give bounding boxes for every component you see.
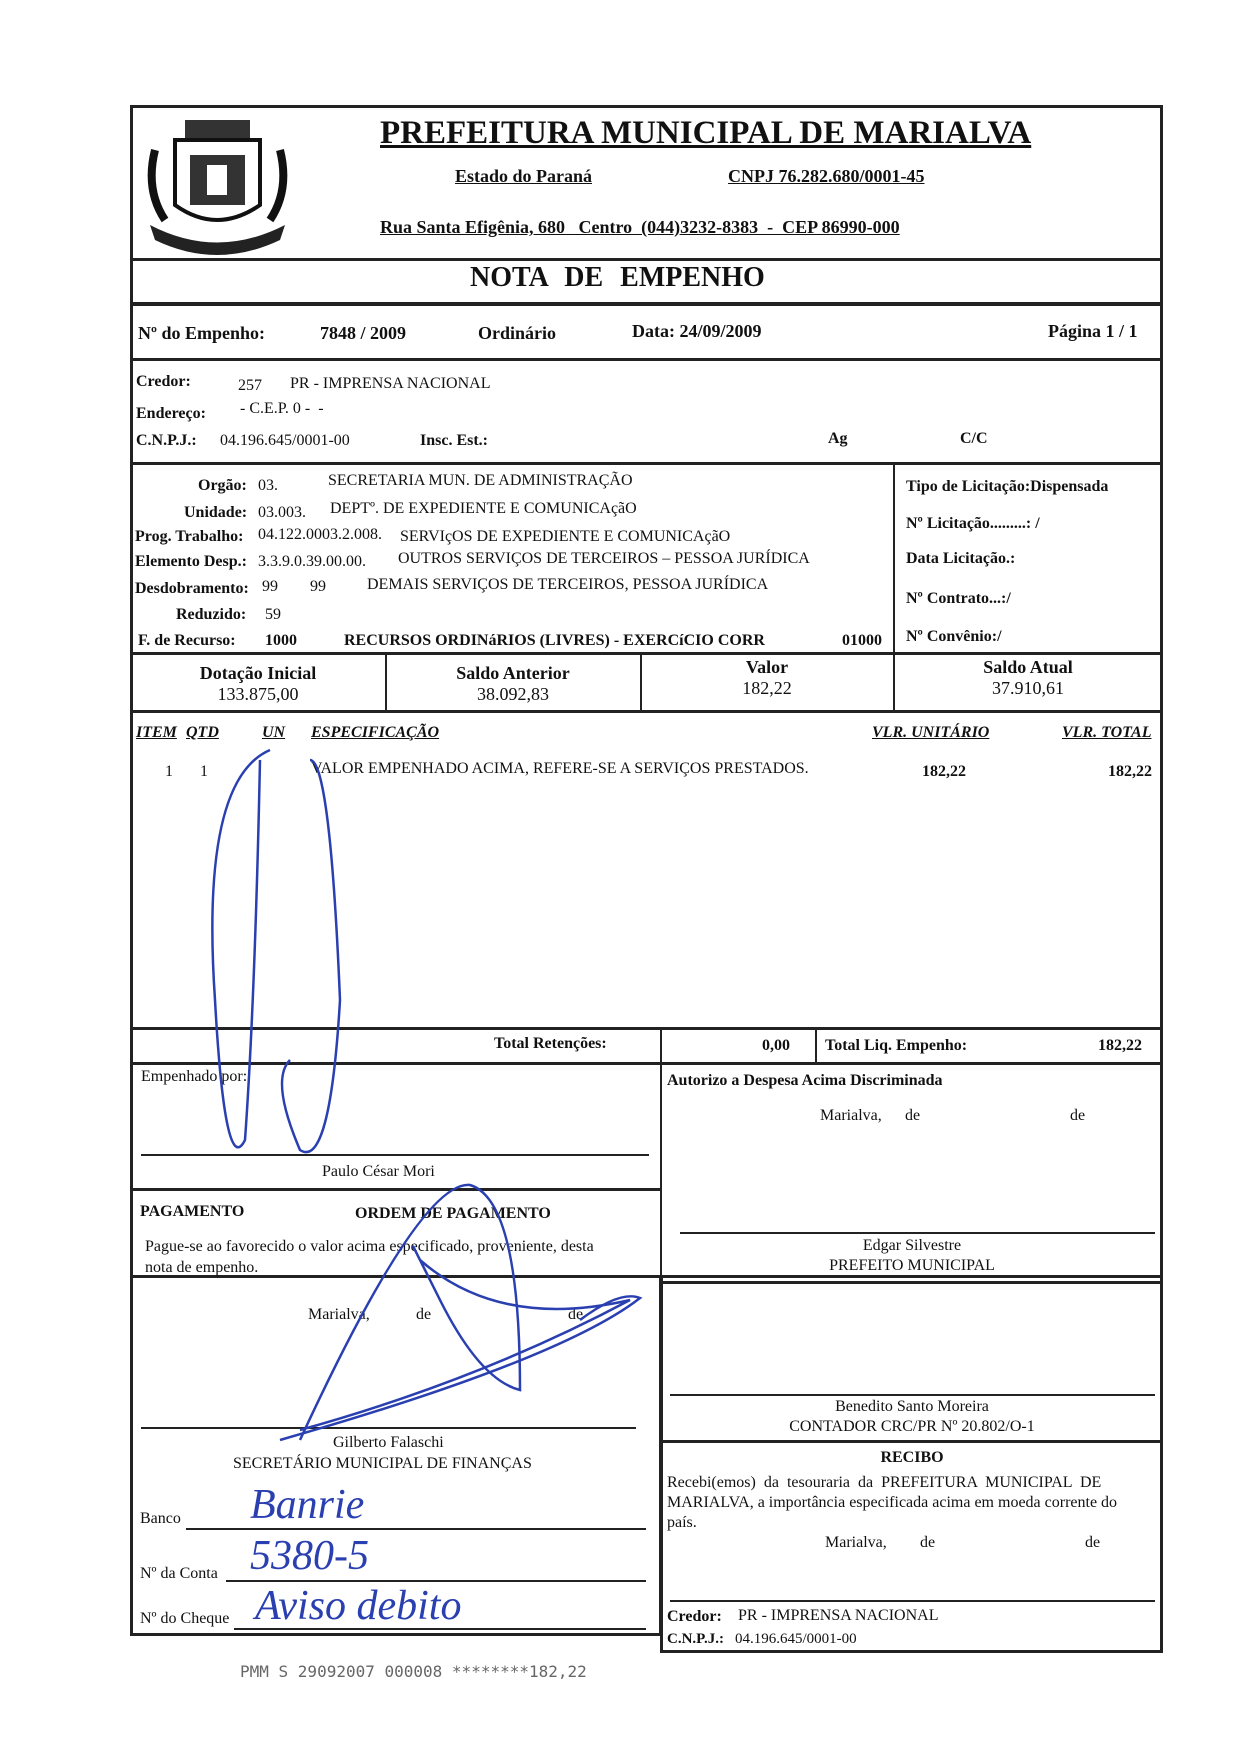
desd-code2: 99 bbox=[310, 578, 326, 595]
elem-label: Elemento Desp.: bbox=[135, 553, 247, 570]
recibo-text: Recebi(emos) da tesouraria da PREFEITURA MUNICIPAL DE bbox=[667, 1474, 1102, 1491]
credor-label: Credor: bbox=[136, 373, 191, 390]
saldo-atual bbox=[896, 657, 1160, 699]
ag-label: Ag bbox=[828, 430, 848, 447]
banco-handwritten: Banrie bbox=[250, 1482, 365, 1528]
desd-name: DEMAIS SERVIÇOS DE TERCEIROS, PESSOA JURÍDICA bbox=[367, 576, 769, 593]
total-liquido-label: Total Liq. Empenho: bbox=[825, 1037, 968, 1054]
empenho-number: 7848 / 2009 bbox=[320, 323, 407, 343]
tipo-licitacao: Tipo de Licitação:Dispensada bbox=[906, 478, 1109, 495]
fonte-recurso-name: RECURSOS ORDINáRIOS (LIVRES) - EXERCíCIO CORR bbox=[344, 632, 765, 649]
saldo-label: Saldo Atual bbox=[983, 657, 1073, 677]
empenho-type: Ordinário bbox=[478, 323, 557, 343]
place-label: Marialva, bbox=[820, 1107, 882, 1124]
address-value: - C.E.P. 0 - - bbox=[240, 400, 324, 417]
municipal-coat-of-arms-logo bbox=[145, 110, 290, 255]
elem-code: 3.3.9.0.39.00.00. bbox=[258, 553, 366, 570]
recibo-text: país. bbox=[667, 1514, 697, 1531]
saldo-anterior bbox=[388, 663, 638, 705]
total-liquido-value: 182,22 bbox=[1098, 1037, 1142, 1054]
orgao-name: SECRETARIA MUN. DE ADMINISTRAÇÃO bbox=[328, 472, 633, 489]
empenhador-name: Paulo César Mori bbox=[322, 1163, 435, 1180]
conta-label: Nº da Conta bbox=[140, 1565, 218, 1582]
page-number: Página 1 / 1 bbox=[1048, 321, 1138, 341]
data-licitacao: Data Licitação.: bbox=[906, 550, 1016, 567]
contador-cargo: CONTADOR CRC/PR Nº 20.802/O-1 bbox=[789, 1418, 1035, 1435]
item-especificacao: VALOR EMPENHADO ACIMA, REFERE-SE A SERVIÇOS PRESTADOS. bbox=[311, 760, 809, 777]
org-cnpj: CNPJ 76.282.680/0001-45 bbox=[728, 166, 925, 186]
place-label: Marialva, bbox=[825, 1534, 887, 1551]
saldo-valor bbox=[643, 657, 891, 699]
secretario-cargo: SECRETÁRIO MUNICIPAL DE FINANÇAS bbox=[233, 1455, 532, 1472]
saldo-value: 38.092,83 bbox=[477, 684, 549, 704]
saldo-label: Dotação Inicial bbox=[199, 663, 317, 683]
reduzido-label: Reduzido: bbox=[176, 606, 247, 623]
empenho-date: Data: 24/09/2009 bbox=[632, 321, 762, 341]
date-de-2: de bbox=[1085, 1534, 1101, 1551]
pague-text-2: nota de empenho. bbox=[145, 1259, 259, 1276]
fonte-recurso-number: 01000 bbox=[842, 632, 882, 649]
col-un: UN bbox=[262, 724, 286, 741]
date-de-2: de bbox=[1070, 1107, 1086, 1124]
place-label: Marialva, bbox=[308, 1306, 370, 1323]
unidade-label: Unidade: bbox=[184, 504, 248, 521]
desd-code1: 99 bbox=[262, 578, 278, 595]
saldo-dotacao bbox=[133, 663, 383, 705]
numero-convenio: Nº Convênio:/ bbox=[906, 628, 1002, 645]
prog-name: SERVIçOS DE EXPEDIENTE E COMUNICAçãO bbox=[400, 528, 731, 545]
ordem-pagamento-label: ORDEM DE PAGAMENTO bbox=[355, 1205, 551, 1222]
saldo-value: 37.910,61 bbox=[992, 678, 1064, 698]
item-number: 1 bbox=[165, 763, 173, 780]
empenho-label: Nº do Empenho: bbox=[138, 323, 265, 343]
item-qtd: 1 bbox=[200, 763, 208, 780]
date-de-1: de bbox=[416, 1306, 432, 1323]
col-vlr-unitario: VLR. UNITÁRIO bbox=[872, 724, 990, 741]
date-de-2: de bbox=[568, 1306, 584, 1323]
fonte-recurso-label: F. de Recurso: bbox=[138, 632, 236, 649]
banco-label: Banco bbox=[140, 1510, 181, 1527]
numero-licitacao: Nº Licitação.........: / bbox=[906, 515, 1040, 532]
recibo-credor-label: Credor: bbox=[667, 1608, 722, 1625]
col-qtd: QTD bbox=[186, 724, 219, 741]
contador-name: Benedito Santo Moreira bbox=[835, 1398, 989, 1415]
prefeito-cargo: PREFEITO MUNICIPAL bbox=[829, 1257, 995, 1274]
prog-label: Prog. Trabalho: bbox=[135, 528, 244, 545]
org-address: Rua Santa Efigênia, 680 Centro (044)3232-8383 - CEP 86990-000 bbox=[380, 217, 900, 237]
secretario-name: Gilberto Falaschi bbox=[333, 1434, 444, 1451]
cheque-handwritten: Aviso debito bbox=[255, 1583, 462, 1629]
saldo-label: Valor bbox=[745, 657, 789, 677]
empenhado-por-label: Empenhado por: bbox=[141, 1068, 248, 1085]
saldo-label: Saldo Anterior bbox=[456, 663, 570, 683]
saldo-value: 133.875,00 bbox=[217, 684, 299, 704]
address-label: Endereço: bbox=[136, 405, 206, 422]
reduzido-value: 59 bbox=[265, 606, 281, 623]
recibo-cnpj-label: C.N.P.J.: bbox=[667, 1631, 724, 1647]
numero-contrato: Nº Contrato...:/ bbox=[906, 590, 1011, 607]
date-de-1: de bbox=[905, 1107, 921, 1124]
recibo-cnpj-value: 04.196.645/0001-00 bbox=[735, 1631, 857, 1647]
document-title: NOTA DE EMPENHO bbox=[470, 262, 765, 293]
credor-name: PR - IMPRENSA NACIONAL bbox=[290, 375, 491, 392]
item-vlr-total: 182,22 bbox=[1108, 763, 1152, 780]
printer-stamp: PMM S 29092007 000008 ********182,22 bbox=[240, 1662, 587, 1681]
fonte-recurso-code: 1000 bbox=[265, 632, 297, 649]
elem-name: OUTROS SERVIÇOS DE TERCEIROS – PESSOA JURÍDICA bbox=[398, 550, 810, 567]
col-especificacao: ESPECIFICAÇÃO bbox=[311, 724, 440, 741]
conta-handwritten: 5380-5 bbox=[250, 1533, 369, 1579]
col-vlr-total: VLR. TOTAL bbox=[1062, 724, 1152, 741]
recibo-title: RECIBO bbox=[880, 1449, 944, 1466]
recibo-text: MARIALVA, a importância especificada acima em moeda corrente do bbox=[667, 1494, 1118, 1511]
date-de-1: de bbox=[920, 1534, 936, 1551]
recibo-credor-name: PR - IMPRENSA NACIONAL bbox=[738, 1607, 939, 1624]
prog-code: 04.122.0003.2.008. bbox=[258, 526, 382, 543]
cheque-label: Nº do Cheque bbox=[140, 1610, 230, 1627]
desd-label: Desdobramento: bbox=[135, 580, 249, 597]
state: Estado do Paraná bbox=[455, 166, 593, 186]
col-item: ITEM bbox=[136, 724, 177, 741]
prefeito-name: Edgar Silvestre bbox=[862, 1237, 962, 1254]
autorizo-label: Autorizo a Despesa Acima Discriminada bbox=[667, 1072, 943, 1089]
total-retencoes-label: Total Retenções: bbox=[494, 1035, 607, 1052]
saldo-value: 182,22 bbox=[742, 678, 792, 698]
unidade-code: 03.003. bbox=[258, 504, 306, 521]
credor-code: 257 bbox=[238, 377, 262, 394]
total-retencoes-value: 0,00 bbox=[762, 1037, 790, 1054]
item-vlr-unitario: 182,22 bbox=[922, 763, 966, 780]
pague-text: Pague-se ao favorecido o valor acima especificado, proveniente, desta bbox=[145, 1238, 594, 1255]
orgao-label: Orgão: bbox=[198, 477, 247, 494]
cnpj-label: C.N.P.J.: bbox=[136, 432, 197, 449]
cc-label: C/C bbox=[960, 430, 988, 447]
unidade-name: DEPTº. DE EXPEDIENTE E COMUNICAçãO bbox=[330, 500, 637, 517]
cnpj-value: 04.196.645/0001-00 bbox=[220, 432, 350, 449]
insc-label: Insc. Est.: bbox=[420, 432, 489, 449]
org-title: PREFEITURA MUNICIPAL DE MARIALVA bbox=[380, 115, 1032, 151]
pagamento-label: PAGAMENTO bbox=[140, 1203, 245, 1220]
orgao-code: 03. bbox=[258, 477, 278, 494]
